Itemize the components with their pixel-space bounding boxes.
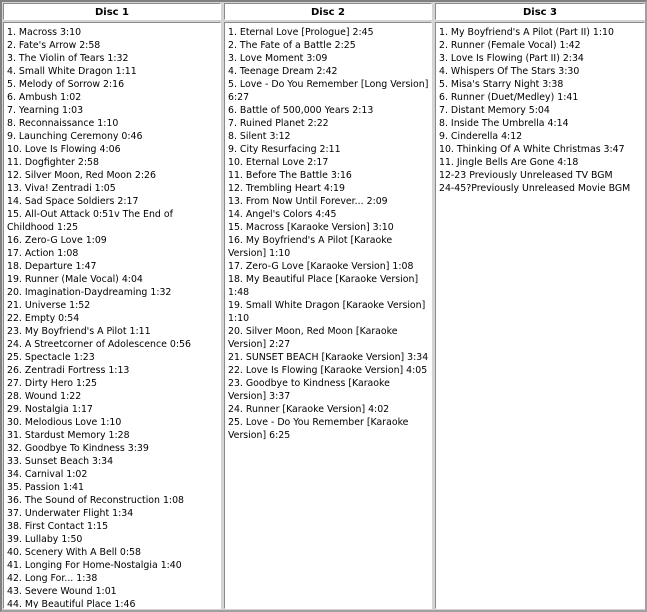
disc-2-column (224, 3, 432, 609)
track-item: 3. Love Is Flowing (Part II) 2:34 (439, 53, 584, 64)
track-item: 22. Love Is Flowing [Karaoke Version] 4:05 (228, 365, 428, 376)
track-item: 22. Empty 0:54 (7, 313, 80, 324)
track-item: 8. Silent 3:12 (228, 131, 291, 142)
track-item: 15. Macross [Karaoke Version] 3:10 (228, 222, 394, 233)
track-item: 25. Spectacle 1:23 (7, 352, 95, 363)
track-item: 14. Angel's Colors 4:45 (228, 209, 337, 220)
track-item: 29. Nostalgia 1:17 (7, 404, 93, 415)
track-item: 2. Fate's Arrow 2:58 (7, 40, 101, 51)
track-item: 41. Longing For Home-Nostalgia 1:40 (7, 560, 182, 571)
track-item: 5. Melody of Sorrow 2:16 (7, 79, 125, 90)
track-item: 19. Runner (Male Vocal) 4:04 (7, 274, 143, 285)
track-item: 12. Silver Moon, Red Moon 2:26 (7, 170, 156, 181)
disc-2-tracklist (224, 22, 432, 609)
track-item: 3. Love Moment 3:09 (228, 53, 328, 64)
track-item: 4. Small White Dragon 1:11 (7, 66, 137, 77)
track-item: 36. The Sound of Reconstruction 1:08 (7, 495, 185, 506)
track-item: 37. Underwater Flight 1:34 (7, 508, 134, 519)
track-item: 12. Trembling Heart 4:19 (228, 183, 345, 194)
track-item: 17. Action 1:08 (7, 248, 79, 259)
track-item: 2. Runner (Female Vocal) 1:42 (439, 40, 581, 51)
track-item: 18. Departure 1:47 (7, 261, 97, 272)
track-item: 33. Sunset Beach 3:34 (7, 456, 114, 467)
track-item: 26. Zentradi Fortress 1:13 (7, 365, 130, 376)
track-item: 20. Silver Moon, Red Moon [Karaoke Version] 2:27 (228, 326, 398, 350)
disc-3-column (435, 3, 645, 609)
track-item: 5. Love - Do You Remember [Long Version] 6:27 (228, 79, 429, 103)
track-item: 21. Universe 1:52 (7, 300, 91, 311)
track-item: 4. Whispers Of The Stars 3:30 (439, 66, 580, 77)
track-item: 1. My Boyfriend's A Pilot (Part II) 1:10 (439, 27, 614, 38)
track-item: 12-23 Previously Unreleased TV BGM (439, 170, 613, 181)
track-item: 20. Imagination-Daydreaming 1:32 (7, 287, 172, 298)
track-item: 23. Goodbye to Kindness [Karaoke Version] 3:37 (228, 378, 390, 402)
track-item: 24. Runner [Karaoke Version] 4:02 (228, 404, 390, 415)
track-item: 9. Cinderella 4:12 (439, 131, 523, 142)
disc-3-header: Disc 3 (435, 3, 645, 20)
track-item: 43. Severe Wound 1:01 (7, 586, 117, 597)
track-item: 8. Reconnaissance 1:10 (7, 118, 119, 129)
track-item: 23. My Boyfriend's A Pilot 1:11 (7, 326, 151, 337)
track-item: 24-45?Previously Unreleased Movie BGM (439, 183, 631, 194)
track-item: 40. Scenery With A Bell 0:58 (7, 547, 141, 558)
track-item: 34. Carnival 1:02 (7, 469, 88, 480)
track-item: 28. Wound 1:22 (7, 391, 82, 402)
track-item: 42. Long For... 1:38 (7, 573, 98, 584)
track-item: 17. Zero-G Love [Karaoke Version] 1:08 (228, 261, 414, 272)
track-item: 18. My Beautiful Place [Karaoke Version] 1:48 (228, 274, 419, 298)
track-item: 5. Misa's Starry Night 3:38 (439, 79, 564, 90)
track-item: 1. Eternal Love [Prologue] 2:45 (228, 27, 374, 38)
track-item: 10. Eternal Love 2:17 (228, 157, 329, 168)
track-item: 30. Melodious Love 1:10 (7, 417, 122, 428)
track-item: 19. Small White Dragon [Karaoke Version] 1:10 (228, 300, 426, 324)
track-item: 21. SUNSET BEACH [Karaoke Version] 3:34 (228, 352, 429, 363)
track-item: 10. Love Is Flowing 4:06 (7, 144, 121, 155)
track-item: 11. Dogfighter 2:58 (7, 157, 99, 168)
track-item: 16. Zero-G Love 1:09 (7, 235, 107, 246)
track-item: 14. Sad Space Soldiers 2:17 (7, 196, 139, 207)
track-item: 10. Thinking Of A White Christmas 3:47 (439, 144, 625, 155)
disc-3-tracklist (435, 22, 645, 609)
track-item: 2. The Fate of a Battle 2:25 (228, 40, 356, 51)
track-item: 8. Inside The Umbrella 4:14 (439, 118, 569, 129)
track-item: 27. Dirty Hero 1:25 (7, 378, 98, 389)
track-item: 24. A Streetcorner of Adolescence 0:56 (7, 339, 191, 350)
track-item: 39. Lullaby 1:50 (7, 534, 83, 545)
track-item: 6. Ambush 1:02 (7, 92, 82, 103)
track-item: 7. Ruined Planet 2:22 (228, 118, 329, 129)
track-item: 6. Runner (Duet/Medley) 1:41 (439, 92, 579, 103)
disc-1-column (3, 3, 221, 609)
track-item: 3. The Violin of Tears 1:32 (7, 53, 129, 64)
track-item: 16. My Boyfriend's A Pilot [Karaoke Version] 1:10 (228, 235, 393, 259)
track-item: 15. All-Out Attack 0:51v The End of Childhood 1:25 (7, 209, 173, 233)
track-item: 7. Yearning 1:03 (7, 105, 84, 116)
track-item: 25. Love - Do You Remember [Karaoke Version] 6:25 (228, 417, 409, 441)
track-item: 11. Before The Battle 3:16 (228, 170, 352, 181)
track-item: 31. Stardust Memory 1:28 (7, 430, 130, 441)
track-item: 6. Battle of 500,000 Years 2:13 (228, 105, 374, 116)
track-item: 1. Macross 3:10 (7, 27, 82, 38)
track-item: 11. Jingle Bells Are Gone 4:18 (439, 157, 579, 168)
disc-1-tracklist (3, 22, 221, 609)
track-item: 13. From Now Until Forever... 2:09 (228, 196, 388, 207)
disc-1-header: Disc 1 (3, 3, 221, 20)
track-item: 35. Passion 1:41 (7, 482, 84, 493)
track-item: 7. Distant Memory 5:04 (439, 105, 550, 116)
track-item: 9. City Resurfacing 2:11 (228, 144, 341, 155)
track-item: 9. Launching Ceremony 0:46 (7, 131, 143, 142)
disc-2-header: Disc 2 (224, 3, 432, 20)
track-item: 38. First Contact 1:15 (7, 521, 109, 532)
track-item: 32. Goodbye To Kindness 3:39 (7, 443, 149, 454)
track-item: 44. My Beautiful Place 1:46 (7, 599, 136, 609)
track-item: 13. Viva! Zentradi 1:05 (7, 183, 116, 194)
track-item: 4. Teenage Dream 2:42 (228, 66, 338, 77)
